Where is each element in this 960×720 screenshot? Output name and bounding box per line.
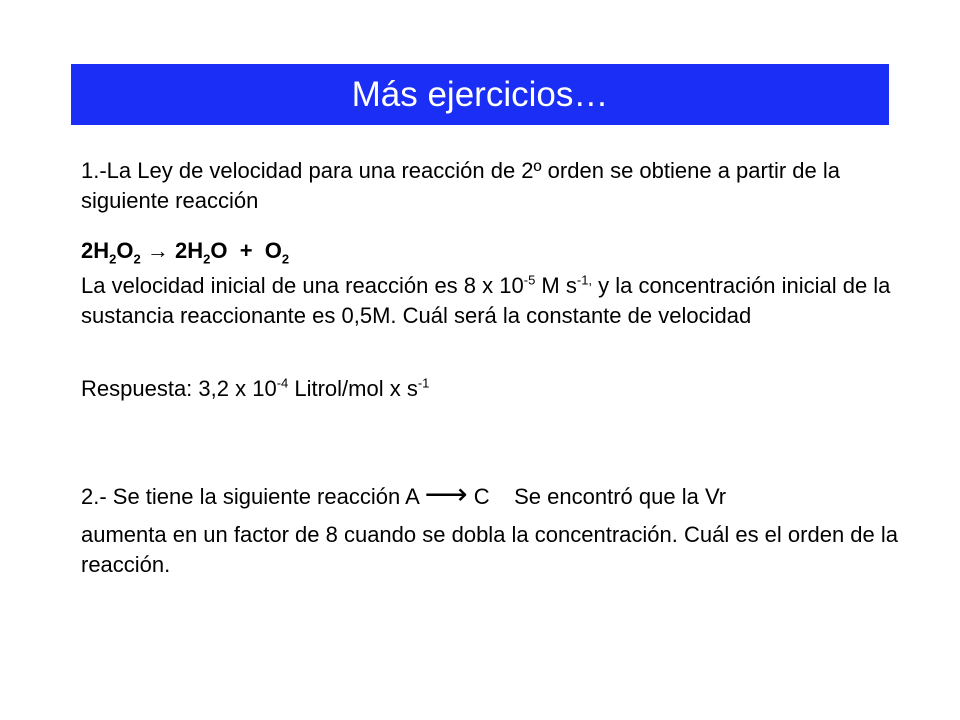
slide-title: Más ejercicios… xyxy=(351,74,609,114)
plus-sign: + xyxy=(239,238,253,263)
product1-o: O xyxy=(210,238,228,263)
statement-exponent-1: -5 xyxy=(523,272,536,288)
product1: 2H xyxy=(174,238,204,263)
exercise2-part-a: 2.- Se tiene la siguiente reacción A xyxy=(81,484,425,509)
answer-part-b: Litrol/mol x s xyxy=(288,376,418,401)
answer-exponent-1: -4 xyxy=(276,375,289,391)
product2: O xyxy=(264,238,282,263)
exercise1-intro: 1.-La Ley de velocidad para una reacción de 2º orden se obtiene a partir de la siguiente reacción xyxy=(81,158,840,213)
title-bar xyxy=(71,64,889,125)
exercise2-line2: aumenta en un factor de 8 cuando se dobla la concentración. Cuál es el orden de la reacción. xyxy=(81,522,898,577)
reactant-sub2: 2 xyxy=(133,251,141,267)
statement-part-b: M s xyxy=(535,273,577,298)
reactant-sub1: 2 xyxy=(109,251,117,267)
statement-exponent-2: -1, xyxy=(576,272,593,288)
reaction-arrow: → xyxy=(146,238,169,263)
reactant-o: O xyxy=(116,238,134,263)
statement-part-a: La velocidad inicial de una reacción es 8 x 10 xyxy=(81,273,524,298)
exercise2-arrow: ⟶ xyxy=(424,478,468,511)
exercise2-part-b: C Se encontró que la Vr xyxy=(467,484,727,509)
exercise1-statement xyxy=(81,271,921,331)
statement-part-c: y la concentración inicial de la sustancia reaccionante es 0,5M. Cuál será la constante de velocidad xyxy=(81,273,891,328)
answer-exponent-2: -1 xyxy=(417,375,430,391)
exercise2-line1 xyxy=(81,480,901,512)
reactant-coef: 2H xyxy=(81,238,110,263)
product1-sub: 2 xyxy=(203,251,211,267)
chemical-equation xyxy=(81,236,289,266)
exercise1-answer xyxy=(81,374,901,404)
product2-sub: 2 xyxy=(281,251,290,267)
answer-part-a: Respuesta: 3,2 x 10 xyxy=(81,376,277,401)
